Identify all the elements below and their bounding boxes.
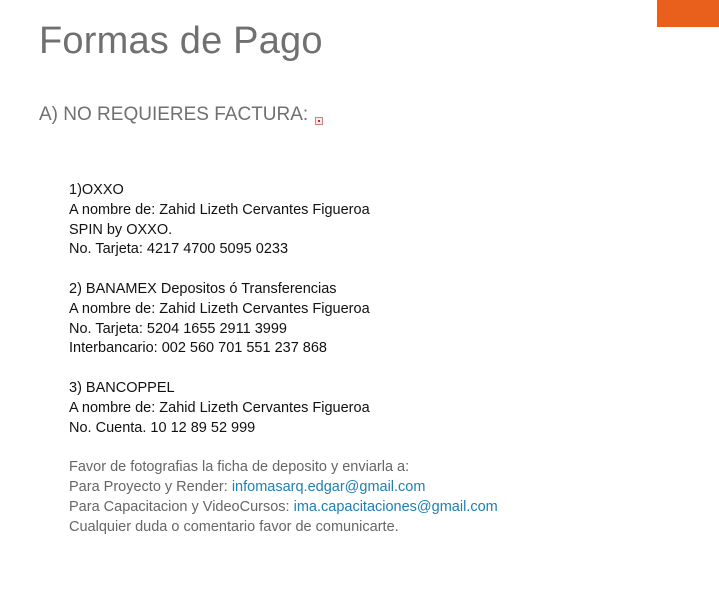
project-label: Para Proyecto y Render: <box>69 478 232 495</box>
project-contact <box>69 478 689 498</box>
card-type: SPIN by OXXO. <box>69 221 173 238</box>
card-number: No. Tarjeta: 4217 4700 5095 0233 <box>69 241 289 258</box>
payment-method-oxxo <box>69 181 689 260</box>
page-title: Formas de Pago <box>39 20 323 62</box>
broken-image-icon <box>315 117 323 125</box>
training-label: Para Capacitacion y VideoCursos: <box>69 498 294 515</box>
payment-method-bancoppel <box>69 379 689 438</box>
account-holder: A nombre de: Zahid Lizeth Cervantes Figueroa <box>69 399 370 416</box>
accent-block <box>657 0 719 27</box>
payment-method-banamex <box>69 280 689 359</box>
payment-info <box>69 181 689 557</box>
account-holder: A nombre de: Zahid Lizeth Cervantes Figueroa <box>69 300 370 317</box>
instruction-text: Favor de fotografias la ficha de deposito y enviarla a: <box>69 459 410 476</box>
method-heading: 2) BANAMEX Depositos ó Transferencias <box>69 280 337 297</box>
training-contact <box>69 498 689 518</box>
account-number: No. Cuenta. 10 12 89 52 999 <box>69 419 256 436</box>
clabe-number: Interbancario: 002 560 701 551 237 868 <box>69 340 327 357</box>
training-email-link[interactable]: ima.capacitaciones@gmail.com <box>293 498 498 515</box>
project-email-link[interactable]: infomasarq.edgar@gmail.com <box>231 478 426 495</box>
section-heading: A) NO REQUIERES FACTURA: <box>39 104 309 125</box>
method-heading: 1)OXXO <box>69 182 124 198</box>
closing-text: Cualquier duda o comentario favor de comunicarte. <box>69 518 399 535</box>
card-number: No. Tarjeta: 5204 1655 2911 3999 <box>69 320 287 337</box>
account-holder: A nombre de: Zahid Lizeth Cervantes Figueroa <box>69 201 370 218</box>
method-heading: 3) BANCOPPEL <box>69 379 175 396</box>
contact-notes <box>69 458 689 537</box>
